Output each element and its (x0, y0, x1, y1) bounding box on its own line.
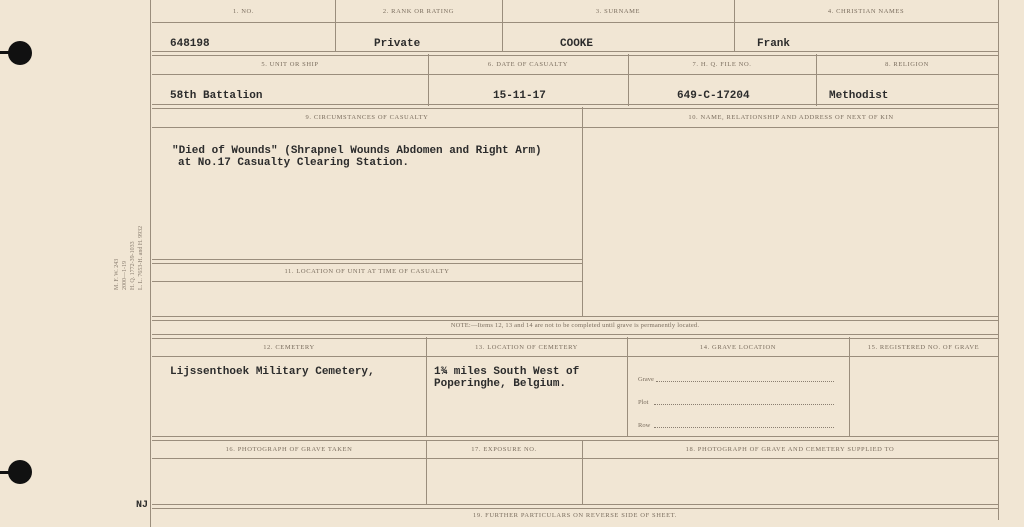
value-christian-names: Frank (757, 38, 791, 50)
value-location-line1: 1¾ miles South West of (434, 366, 580, 378)
value-service-number: 648198 (170, 38, 210, 50)
label-next-of-kin: 10. NAME, RELATIONSHIP AND ADDRESS OF NEXT OF KIN (688, 114, 894, 121)
form-code-line: M. F. W. 243 (114, 258, 120, 290)
note-text: NOTE:—Items 12, 13 and 14 are not to be completed until grave is permanently located. (450, 322, 700, 329)
label-date-of-casualty: 6. DATE OF CASUALTY (487, 61, 569, 68)
grave-field-line (656, 381, 834, 382)
plot-field-label: Plot (638, 399, 649, 406)
divider (849, 337, 850, 437)
label-unit: 5. UNIT OR SHIP (261, 61, 319, 68)
row2-header-line (152, 74, 998, 75)
row2-bottom-line (152, 104, 998, 109)
row5-header-line (152, 458, 998, 459)
value-circumstances-line1: "Died of Wounds" (Shrapnel Wounds Abdomen and Right Arm) (172, 145, 542, 157)
value-rank: Private (374, 38, 421, 50)
value-date-of-casualty: 15-11-17 (493, 90, 546, 102)
frame-left-border (150, 0, 151, 527)
initials-mark: NJ (136, 500, 149, 511)
value-surname: COOKE (560, 38, 594, 50)
divider (627, 337, 628, 437)
value-religion: Methodist (829, 90, 889, 102)
label-hq-file: 7. H. Q. FILE NO. (692, 61, 752, 68)
label-further-particulars: 19. FURTHER PARTICULARS ON REVERSE SIDE OF SHEET. (473, 512, 677, 519)
location-unit-top-line (152, 259, 582, 264)
value-hq-file: 649-C-17204 (677, 90, 750, 102)
label-religion: 8. RELIGION (885, 61, 929, 68)
label-exposure-no: 17. EXPOSURE NO. (471, 446, 537, 453)
form-print-code (113, 226, 145, 290)
label-registered-no: 15. REGISTERED NO. OF GRAVE (867, 344, 980, 351)
punch-hole-top-tab (0, 51, 12, 54)
row1-bottom-line (152, 51, 998, 56)
form-code-line: L. L. 7653-H. and H. 9932 (138, 225, 144, 290)
plot-field-line (654, 404, 834, 405)
label-christian-names: 4. CHRISTIAN NAMES (827, 8, 905, 15)
form-code-line: H. Q. 1772-39-1033 (130, 241, 136, 290)
punch-hole-bottom-tab (0, 471, 12, 474)
label-no: 1. NO. (232, 8, 255, 15)
row-field-label: Row (638, 422, 651, 429)
label-cemetery: 12. CEMETERY (263, 344, 315, 351)
row4-header-line (152, 356, 998, 357)
label-surname: 3. SURNAME (595, 8, 641, 15)
value-circumstances-line2: at No.17 Casualty Clearing Station. (178, 157, 410, 169)
label-photo-supplied: 18. PHOTOGRAPH OF GRAVE AND CEMETERY SUPPLIED TO (685, 446, 895, 453)
frame-right-border (998, 0, 999, 520)
value-location-line2: Poperinghe, Belgium. (434, 378, 567, 390)
label-rank: 2. RANK OR RATING (382, 8, 455, 15)
row3-bottom-line (152, 316, 998, 321)
note-bottom-line (152, 334, 998, 339)
location-unit-header-line (152, 281, 582, 282)
label-location-of-cemetery: 13. LOCATION OF CEMETERY (475, 344, 578, 351)
row-field-line (654, 427, 834, 428)
form-code-line: 2000—1-19 (122, 261, 128, 290)
divider (582, 107, 583, 317)
label-circumstances: 9. CIRCUMSTANCES OF CASUALTY (305, 114, 429, 121)
row3-header-line (152, 127, 998, 128)
value-unit: 58th Battalion (170, 90, 263, 102)
grave-field-label: Grave (638, 376, 654, 383)
row5-bottom-line (152, 504, 998, 509)
label-location-of-unit: 11. LOCATION OF UNIT AT TIME OF CASUALTY (284, 268, 450, 275)
row4-bottom-line (152, 436, 998, 441)
value-cemetery: Lijssenthoek Military Cemetery, (170, 366, 375, 378)
divider (426, 337, 427, 437)
label-photo-taken: 16. PHOTOGRAPH OF GRAVE TAKEN (225, 446, 353, 453)
label-grave-location: 14. GRAVE LOCATION (699, 344, 777, 351)
row1-header-line (152, 22, 998, 23)
